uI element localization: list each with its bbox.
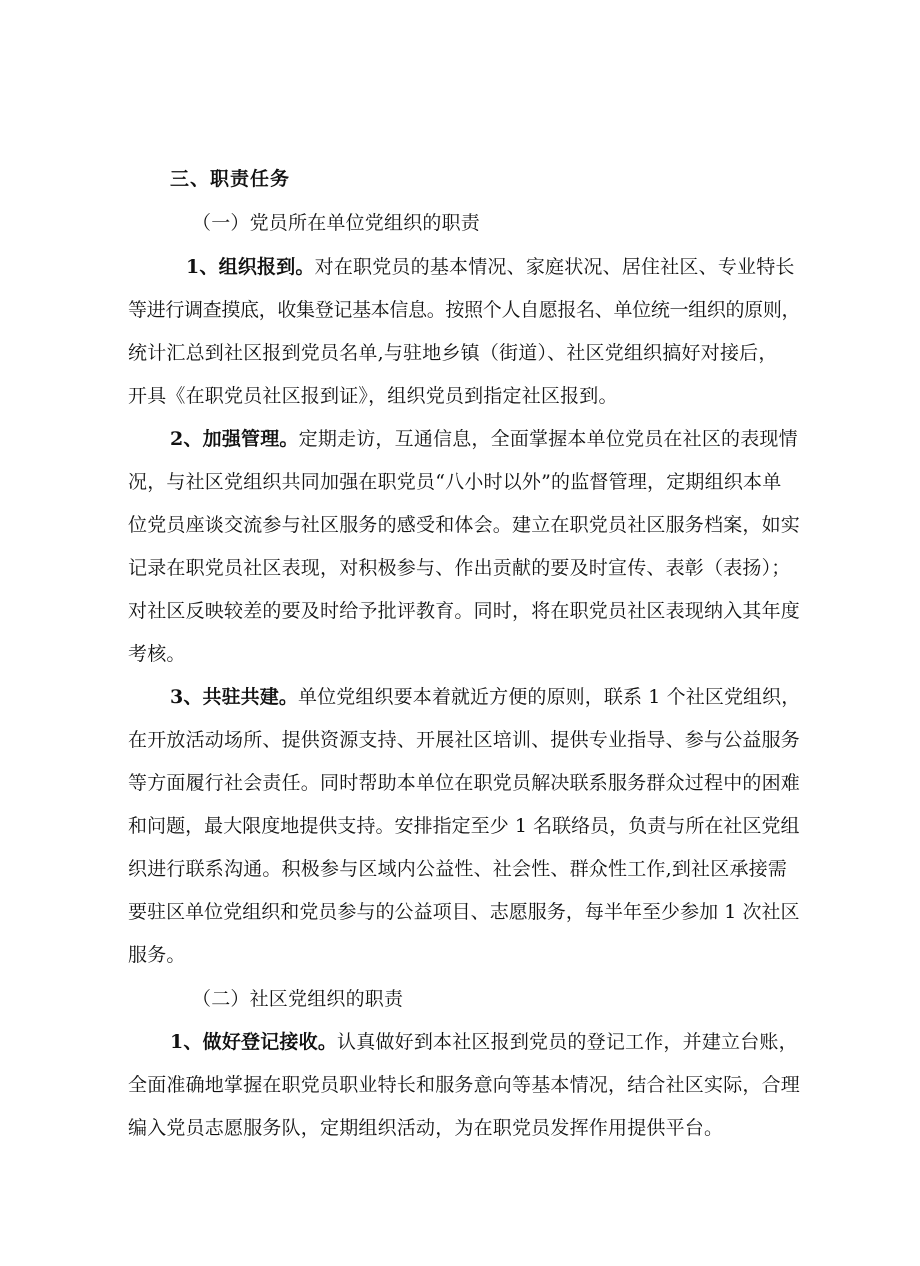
paragraph-line: 全面准确地掌握在职党员职业特长和服务意向等基本情况，结合社区实际，合理 <box>128 1074 801 1096</box>
item-title-management: 2、加强管理。 <box>170 428 299 450</box>
paragraph-line: 和问题，最大限度地提供支持。安排指定至少 1 名联络员，负责与所在社区党组 <box>128 815 800 837</box>
item-title-registration: 1、做好登记接收。 <box>170 1031 338 1053</box>
subsection-heading-community: （二）社区党组织的职责 <box>192 988 404 1010</box>
paragraph-line: 况，与社区党组织共同加强在职党员“八小时以外”的监督管理，定期组织本单 <box>128 471 782 493</box>
paragraph-text: 单位党组织要本着就近方便的原则，联系 1 个社区党组织， <box>298 686 801 708</box>
paragraph-line: 织进行联系沟通。积极参与区域内公益性、社会性、群众性工作,到社区承接需 <box>128 858 788 880</box>
paragraph-line: 统计汇总到社区报到党员名单,与驻地乡镇（街道）、社区党组织搞好对接后， <box>128 342 778 364</box>
paragraph-line <box>186 254 795 280</box>
paragraph-text: 定期走访，互通信息，全面掌握本单位党员在社区的表现情 <box>298 428 798 450</box>
paragraph-line: 位党员座谈交流参与社区服务的感受和体会。建立在职党员社区服务档案，如实 <box>128 514 801 536</box>
paragraph-line <box>170 426 798 452</box>
paragraph-line: 服务。 <box>128 944 186 966</box>
paragraph-text: 认真做好到本社区报到党员的登记工作，并建立台账， <box>337 1031 798 1053</box>
paragraph-line: 在开放活动场所、提供资源支持、开展社区培训、提供专业指导、参与公益服务 <box>128 729 801 751</box>
paragraph-line: 编入党员志愿服务队，定期组织活动，为在职党员发挥作用提供平台。 <box>128 1117 724 1139</box>
item-title-report: 1、组织报到。 <box>186 256 315 278</box>
paragraph-line <box>170 1029 798 1055</box>
paragraph-line: 对社区反映较差的要及时给予批评教育。同时，将在职党员社区表现纳入其年度 <box>128 600 801 622</box>
paragraph-line: 要驻区单位党组织和党员参与的公益项目、志愿服务，每半年至少参加 1 次社区 <box>128 901 800 923</box>
paragraph-line: 记录在职党员社区表现，对积极参与、作出贡献的要及时宣传、表彰（表扬）； <box>128 557 791 579</box>
paragraph-line <box>170 684 800 710</box>
subsection-heading-unit: （一）党员所在单位党组织的职责 <box>192 212 481 234</box>
section-heading: 三、职责任务 <box>170 168 291 190</box>
paragraph-line: 考核。 <box>128 643 186 665</box>
paragraph-line: 等方面履行社会责任。同时帮助本单位在职党员解决联系服务群众过程中的困难 <box>128 772 801 794</box>
paragraph-text: 对在职党员的基本情况、家庭状况、居住社区、专业特长 <box>314 256 795 278</box>
item-title-co-building: 3、共驻共建。 <box>170 686 299 708</box>
paragraph-line: 等进行调查摸底，收集登记基本信息。按照个人自愿报名、单位统一组织的原则， <box>128 299 801 321</box>
paragraph-line: 开具《在职党员社区报到证》，组织党员到指定社区报到。 <box>128 385 618 407</box>
